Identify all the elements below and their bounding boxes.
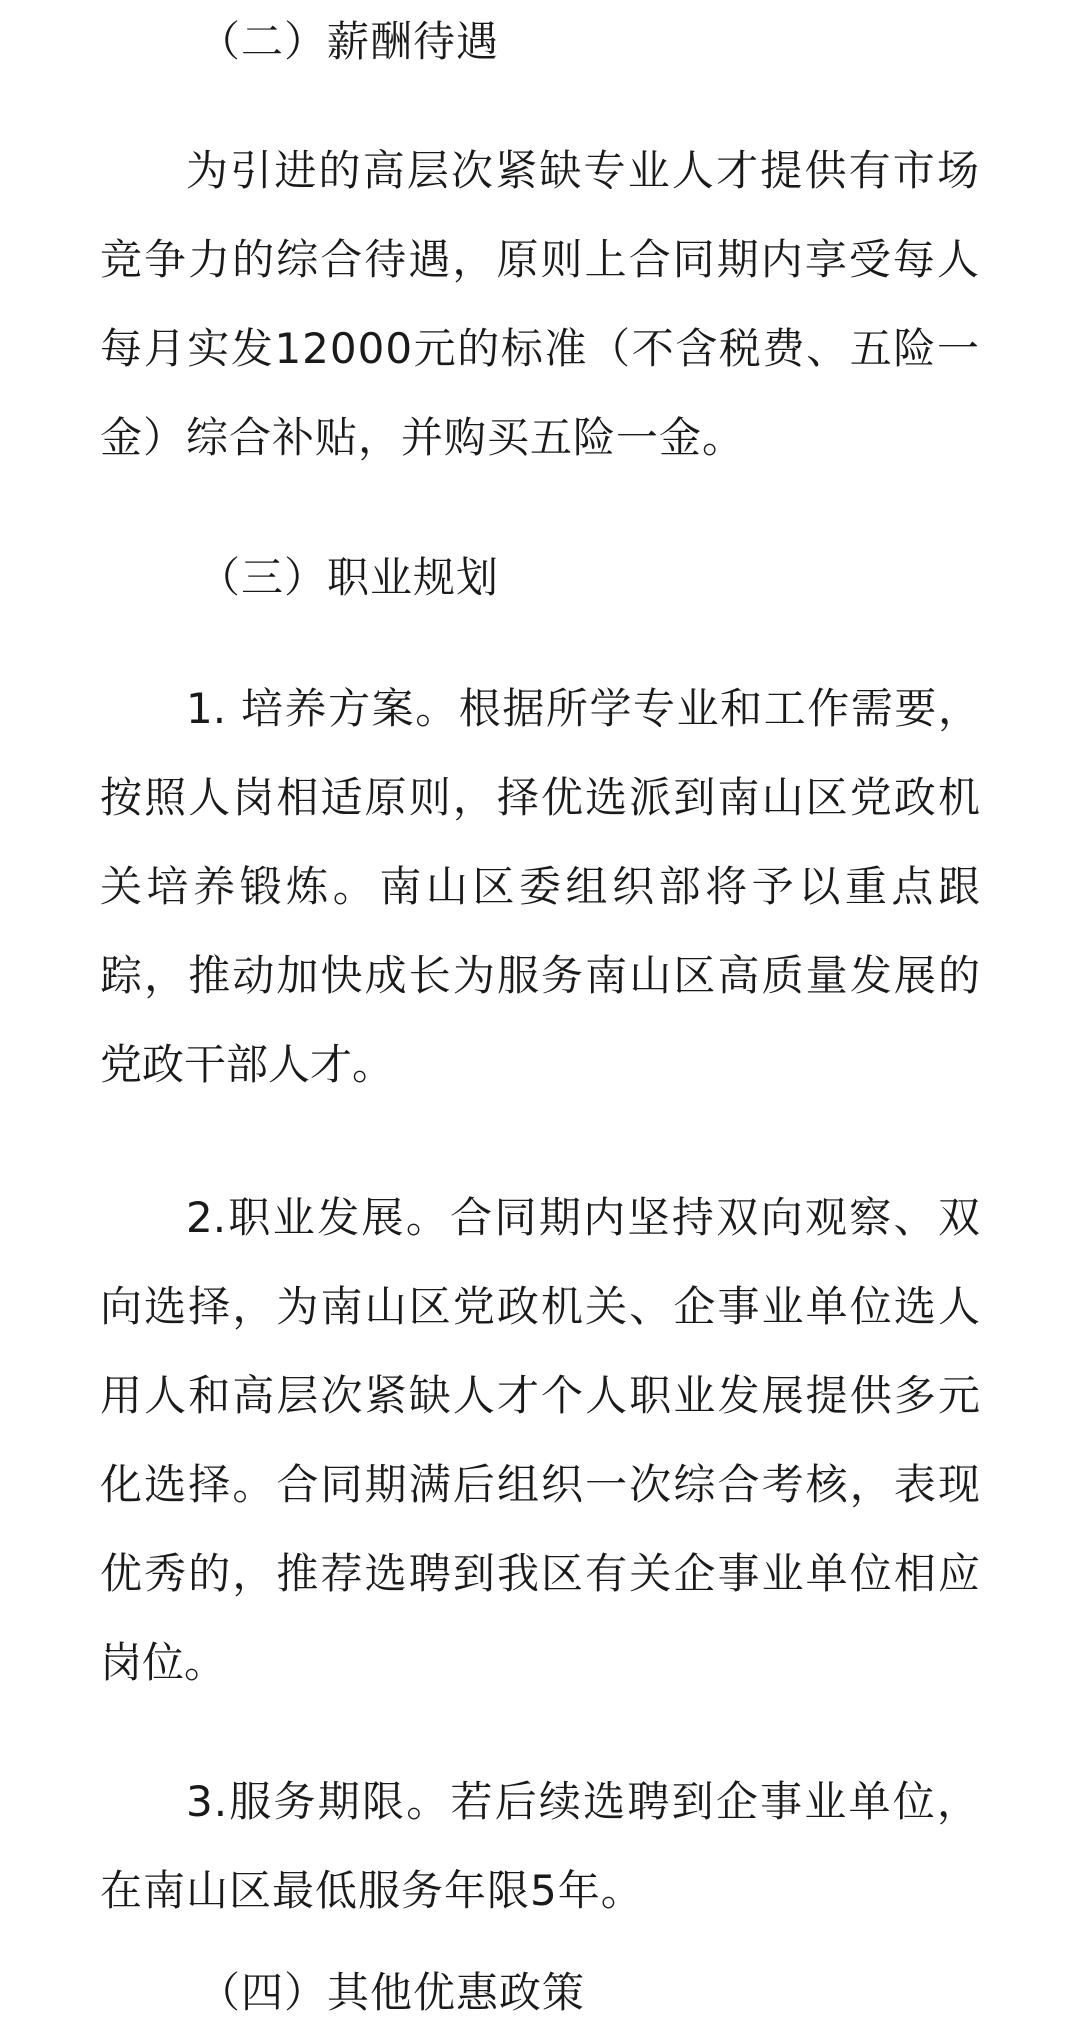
section-heading-other-policies: （四）其他优惠政策	[198, 1968, 586, 2017]
section-heading-career-planning: （三）职业规划	[198, 553, 500, 602]
paragraph-training-plan: 1. 培养方案。根据所学专业和工作需要，按照人岗相适原则，择优选派到南山区党政机关培养锻炼。南山区委组织部将予以重点跟踪，推动加快成长为服务南山区高质量发展的党政干部人才。	[100, 684, 980, 1089]
paragraph-career-development: 2.职业发展。合同期内坚持双向观察、双向选择，为南山区党政机关、企事业单位选人用人和高层次紧缺人才个人职业发展提供多元化选择。合同期满后组织一次综合考核，表现优秀的，推荐选聘到我区有关企事业单位相应岗位。	[100, 1193, 980, 1687]
paragraph-salary: 为引进的高层次紧缺专业人才提供有市场竞争力的综合待遇，原则上合同期内享受每人每月实发12000元的标准（不含税费、五险一金）综合补贴，并购买五险一金。	[100, 146, 980, 462]
section-heading-salary: （二）薪酬待遇	[198, 17, 500, 66]
paragraph-service-term: 3.服务期限。若后续选聘到企事业单位，在南山区最低服务年限5年。	[100, 1777, 980, 1915]
